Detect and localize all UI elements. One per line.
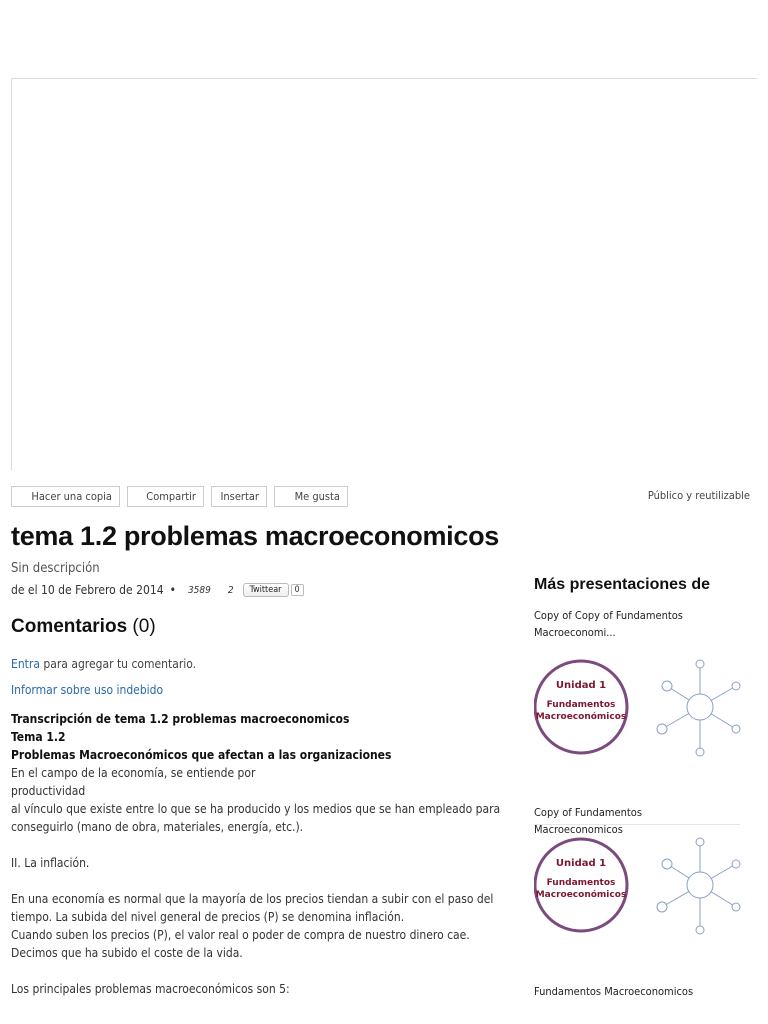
related-presentation-title[interactable]: Copy of Copy of Fundamentos Macroeconomi... (534, 609, 683, 639)
transcript-paragraph: Decimos que ha subido el coste de la vida. (11, 946, 243, 960)
comments-heading-text: Comentarios (11, 616, 128, 637)
transcript-paragraph: En una economía es normal que la mayoría de los precios tiendan a subir con el paso del tiempo. La subida del nivel general de precios (P) se denomina inflación. (11, 892, 494, 924)
mindmap-icon (657, 838, 740, 934)
transcript-paragraph: al vínculo que existe entre lo que se ha producido y los medios que se han empleado para conseguirlo (mano de obra, materiales, energía, etc.). (11, 802, 501, 834)
thumbnail-unit-label: Unidad 1 (555, 680, 607, 691)
tweet-count: 0 (291, 584, 304, 596)
report-abuse-link[interactable]: Informar sobre uso indebido (11, 683, 164, 697)
transcript-paragraph: productividad (11, 784, 86, 798)
embed-button[interactable]: Insertar (211, 486, 267, 507)
bullet-separator: • (169, 583, 176, 597)
share-button[interactable]: Compartir (127, 486, 204, 507)
transcript-heading: Transcripción de tema 1.2 problemas macroeconomicos (11, 712, 350, 726)
publish-date: de el 10 de Febrero de 2014 (11, 583, 164, 597)
transcript-paragraph: Los principales problemas macroeconómicos son 5: (11, 982, 290, 996)
login-prompt-text: para agregar tu comentario. (39, 657, 197, 671)
thumbnail-title-line1: Fundamentos (546, 878, 616, 888)
related-presentation-thumbnail[interactable] (534, 830, 744, 940)
login-link[interactable]: Entra (11, 657, 40, 671)
license-label: Público y reutilizable (647, 489, 750, 502)
login-prompt (11, 657, 196, 671)
transcript-paragraph: Cuando suben los precios (P), el valor real o poder de compra de nuestro dinero cae. (11, 928, 470, 942)
transcript-paragraph: II. La inflación. (11, 856, 90, 870)
tweet-button[interactable]: Twittear (243, 583, 289, 597)
mindmap-icon (657, 660, 740, 756)
transcript-subtitle: Tema 1.2 (11, 730, 66, 744)
thumbnail-title-line2: Macroeconómicos (535, 890, 627, 900)
thumbnail-unit-label: Unidad 1 (555, 858, 607, 869)
view-count: 3589 (187, 584, 211, 596)
presentation-description: Sin descripción (11, 561, 100, 576)
transcript (11, 710, 511, 998)
transcript-subheading: Problemas Macroeconómicos que afectan a las organizaciones (11, 748, 392, 762)
presentation-meta (11, 583, 304, 597)
like-button[interactable]: Me gusta (274, 486, 348, 507)
thumbnail-title-line1: Fundamentos (546, 700, 616, 710)
more-presentations-heading: Más presentaciones de (534, 576, 711, 593)
action-toolbar (11, 486, 348, 507)
like-count: 2 (227, 584, 234, 596)
page-title: tema 1.2 problemas macroeconomicos (11, 521, 499, 551)
comments-heading (11, 616, 156, 638)
thumbnail-title-line2: Macroeconómicos (535, 712, 627, 722)
make-copy-button[interactable]: Hacer una copia (11, 486, 120, 507)
related-presentation-title[interactable]: Copy of Fundamentos Macroeconomicos (534, 806, 643, 836)
related-presentation-title[interactable]: Fundamentos Macroeconomicos (534, 985, 694, 998)
transcript-paragraph: En el campo de la economía, se entiende por (11, 766, 256, 780)
comments-count: (0) (132, 616, 156, 637)
related-presentation-thumbnail[interactable] (534, 652, 744, 762)
presentation-viewer[interactable] (11, 78, 757, 470)
